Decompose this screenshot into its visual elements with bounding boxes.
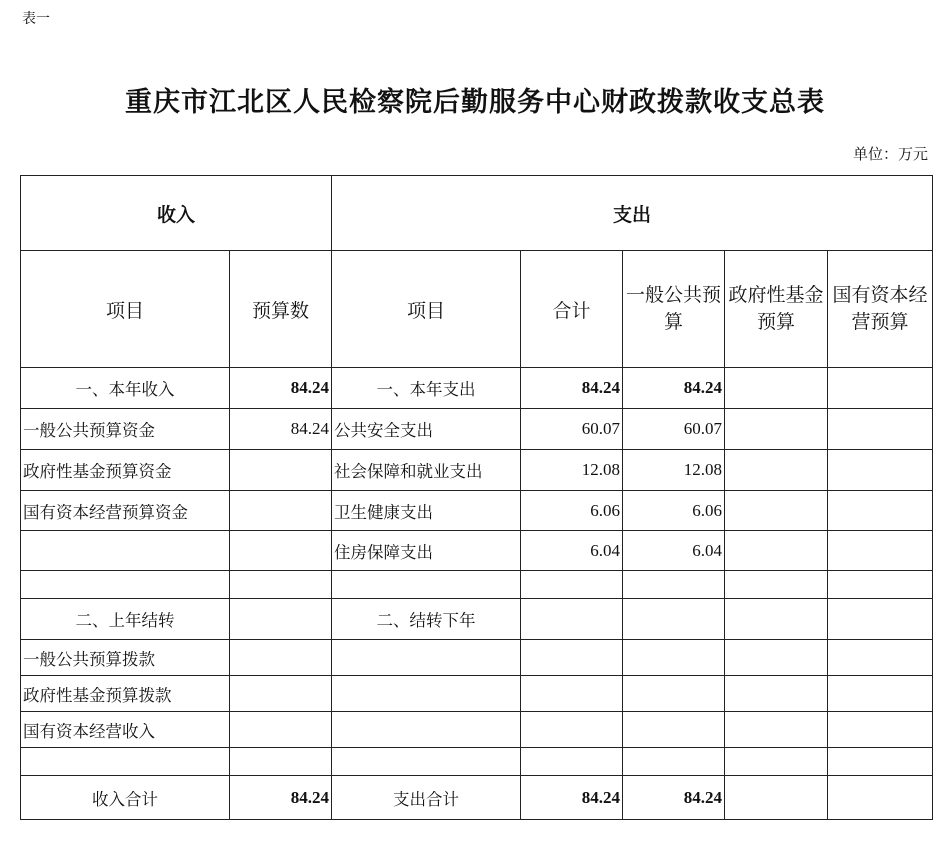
expense-header: 支出 xyxy=(332,176,933,251)
expense-item-cell: 二、结转下年 xyxy=(332,599,521,640)
general-budget-value-cell xyxy=(623,640,725,676)
budget-header: 预算数 xyxy=(230,251,332,368)
income-value-cell xyxy=(230,491,332,531)
income-item-cell: 二、上年结转 xyxy=(21,599,230,640)
table-row xyxy=(21,409,933,450)
income-value-cell xyxy=(230,571,332,599)
state-capital-value-cell xyxy=(828,748,933,776)
general-budget-header: 一般公共预算 xyxy=(623,251,725,368)
table-row xyxy=(21,640,933,676)
state-capital-value-cell xyxy=(828,599,933,640)
general-budget-value-cell: 12.08 xyxy=(623,450,725,491)
income-value-cell xyxy=(230,450,332,491)
state-capital-value-cell xyxy=(828,676,933,712)
total-value-cell: 84.24 xyxy=(521,776,623,820)
table-row xyxy=(21,676,933,712)
income-item-cell: 政府性基金预算拨款 xyxy=(21,676,230,712)
income-item-cell: 一般公共预算拨款 xyxy=(21,640,230,676)
income-value-cell xyxy=(230,640,332,676)
budget-summary-table xyxy=(20,175,933,820)
table-row xyxy=(21,571,933,599)
general-budget-value-cell xyxy=(623,571,725,599)
income-item-cell: 一、本年收入 xyxy=(21,368,230,409)
general-budget-value-cell: 6.06 xyxy=(623,491,725,531)
state-capital-value-cell xyxy=(828,368,933,409)
page-title: 重庆市江北区人民检察院后勤服务中心财政拨款收支总表 xyxy=(125,87,825,118)
general-budget-value-cell xyxy=(623,676,725,712)
total-value-cell xyxy=(521,599,623,640)
income-value-cell xyxy=(230,531,332,571)
expense-item-cell: 卫生健康支出 xyxy=(332,491,521,531)
income-value-cell xyxy=(230,676,332,712)
general-budget-value-cell xyxy=(623,712,725,748)
general-budget-value-cell: 84.24 xyxy=(623,776,725,820)
general-budget-value-cell: 6.04 xyxy=(623,531,725,571)
income-item-cell xyxy=(21,571,230,599)
income-item-header: 项目 xyxy=(21,251,230,368)
total-value-cell xyxy=(521,748,623,776)
total-value-cell xyxy=(521,640,623,676)
gov-fund-value-cell xyxy=(725,491,828,531)
table-row xyxy=(21,531,933,571)
income-item-cell: 一般公共预算资金 xyxy=(21,409,230,450)
state-capital-value-cell xyxy=(828,491,933,531)
state-capital-value-cell xyxy=(828,571,933,599)
expense-item-cell: 支出合计 xyxy=(332,776,521,820)
general-budget-value-cell xyxy=(623,748,725,776)
state-capital-header: 国有资本经营预算 xyxy=(828,251,933,368)
gov-fund-value-cell xyxy=(725,571,828,599)
total-value-cell xyxy=(521,712,623,748)
income-value-cell xyxy=(230,599,332,640)
table-row xyxy=(21,491,933,531)
state-capital-value-cell xyxy=(828,450,933,491)
gov-fund-value-cell xyxy=(725,748,828,776)
state-capital-value-cell xyxy=(828,640,933,676)
expense-item-cell: 一、本年支出 xyxy=(332,368,521,409)
table-row xyxy=(21,450,933,491)
income-value-cell: 84.24 xyxy=(230,368,332,409)
table-row xyxy=(21,599,933,640)
total-header: 合计 xyxy=(521,251,623,368)
table-row xyxy=(21,748,933,776)
income-value-cell: 84.24 xyxy=(230,409,332,450)
state-capital-value-cell xyxy=(828,776,933,820)
income-item-cell: 收入合计 xyxy=(21,776,230,820)
income-value-cell xyxy=(230,748,332,776)
total-value-cell: 60.07 xyxy=(521,409,623,450)
expense-item-cell xyxy=(332,712,521,748)
income-header: 收入 xyxy=(21,176,332,251)
income-item-cell xyxy=(21,748,230,776)
income-item-cell: 国有资本经营预算资金 xyxy=(21,491,230,531)
total-value-cell: 6.04 xyxy=(521,531,623,571)
gov-fund-value-cell xyxy=(725,776,828,820)
gov-fund-value-cell xyxy=(725,368,828,409)
gov-fund-value-cell xyxy=(725,450,828,491)
table-row xyxy=(21,712,933,748)
expense-item-cell: 公共安全支出 xyxy=(332,409,521,450)
general-budget-value-cell: 60.07 xyxy=(623,409,725,450)
gov-fund-value-cell xyxy=(725,640,828,676)
gov-fund-value-cell xyxy=(725,676,828,712)
expense-item-cell xyxy=(332,676,521,712)
gov-fund-header: 政府性基金预算 xyxy=(725,251,828,368)
table-row xyxy=(21,368,933,409)
gov-fund-value-cell xyxy=(725,712,828,748)
total-value-cell: 6.06 xyxy=(521,491,623,531)
table-row xyxy=(21,776,933,820)
unit-label: 单位：万元 xyxy=(852,145,928,163)
state-capital-value-cell xyxy=(828,531,933,571)
general-budget-value-cell xyxy=(623,599,725,640)
gov-fund-value-cell xyxy=(725,599,828,640)
expense-item-cell: 社会保障和就业支出 xyxy=(332,450,521,491)
income-item-cell: 国有资本经营收入 xyxy=(21,712,230,748)
expense-item-cell xyxy=(332,571,521,599)
gov-fund-value-cell xyxy=(725,409,828,450)
income-item-cell: 政府性基金预算资金 xyxy=(21,450,230,491)
expense-item-cell xyxy=(332,748,521,776)
total-value-cell xyxy=(521,571,623,599)
state-capital-value-cell xyxy=(828,712,933,748)
state-capital-value-cell xyxy=(828,409,933,450)
total-value-cell: 12.08 xyxy=(521,450,623,491)
expense-item-cell: 住房保障支出 xyxy=(332,531,521,571)
general-budget-value-cell: 84.24 xyxy=(623,368,725,409)
gov-fund-value-cell xyxy=(725,531,828,571)
income-value-cell xyxy=(230,712,332,748)
expense-item-header: 项目 xyxy=(332,251,521,368)
income-item-cell xyxy=(21,531,230,571)
table-tag: 表一 xyxy=(22,11,50,27)
total-value-cell: 84.24 xyxy=(521,368,623,409)
income-value-cell: 84.24 xyxy=(230,776,332,820)
expense-item-cell xyxy=(332,640,521,676)
total-value-cell xyxy=(521,676,623,712)
